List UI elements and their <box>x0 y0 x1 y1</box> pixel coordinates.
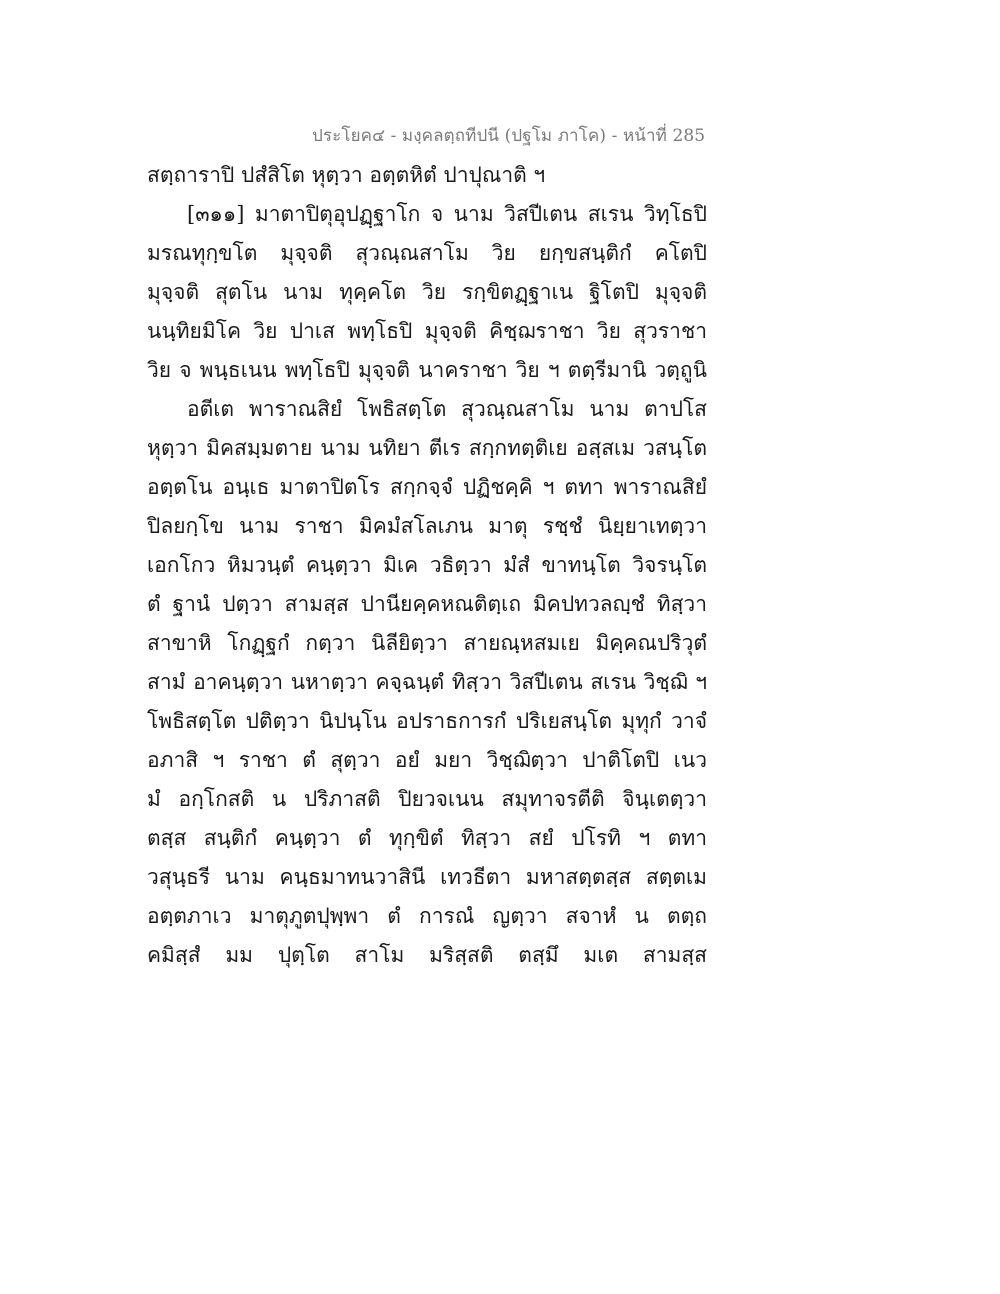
text-line: อตีเต พาราณสิยํ โพธิสตฺโต สุวณฺณสาโม นาม ตาปโส <box>187 397 707 421</box>
text-line: สตฺถาราปิ ปสํสิโต หุตฺวา อตฺตหิตํ ปาปุณาติ ฯ <box>147 163 546 187</box>
text-line: มุจฺจติ สุตโน นาม ทุคฺคโต วิย รกฺขิตฏฺฐาเน ฐิโตปิ มุจฺจติ <box>147 280 707 304</box>
text-line: วสุนฺธรี นาม คนฺธมาทนวาสินี เทวธีตา มหาสตฺตสฺส สตฺตเม <box>147 865 707 889</box>
text-line: อภาสิ ฯ ราชา ตํ สุตฺวา อยํ มยา วิชฺฌิตฺวา ปาติโตปิ เนว <box>147 748 707 772</box>
running-header: ประโยค๔ - มงฺคลตฺถทีปนี (ปฐโม ภาโค) - หน้าที่ 285 <box>312 126 706 146</box>
text-line: โพธิสตฺโต ปติตฺวา นิปนฺโน อปราธการกํ ปริเยสนฺโต มุทุกํ วาจํ <box>147 709 707 733</box>
text-line: มรณทุกฺขโต มุจฺจติ สุวณฺณสาโม วิย ยกฺขสนฺติกํ คโตปิ <box>147 241 707 265</box>
text-line: ตํ ฐานํ ปตฺวา สามสฺส ปานียคฺคหณติตฺเถ มิคปทวลญฺชํ ทิสฺวา <box>147 592 707 616</box>
text-line: นนฺทิยมิโค วิย ปาเส พทฺโธปิ มุจฺจติ คิชฺฌราชา วิย สุวราชา <box>147 319 707 343</box>
text-line: สามํ อาคนฺตฺวา นหาตฺวา คจฺฉนฺตํ ทิสฺวา วิสปีเตน สเรน วิชฺฌิ ฯ <box>147 670 707 694</box>
text-line: ปิลยกฺโข นาม ราชา มิคมํสโลเภน มาตุ รชฺชํ นิยฺยาเทตฺวา <box>147 514 707 538</box>
text-line: อตฺตโน อนฺเธ มาตาปิตโร สกฺกจฺจํ ปฏิชคฺคิ ฯ ตทา พาราณสิยํ <box>147 475 707 499</box>
text-line: สาขาหิ โกฏฺฐกํ กตฺวา นิลียิตฺวา สายณฺหสมเย มิคฺคณปริวุตํ <box>147 631 707 655</box>
text-line: อตฺตภาเว มาตุภูตปุพฺพา ตํ การณํ ญตฺวา สจาหํ น ตตฺถ <box>147 904 707 928</box>
text-line: [๓๑๑] มาตาปิตุอุปฏฺฐาโก จ นาม วิสปีเตน สเรน วิทฺโธปิ <box>187 202 707 226</box>
text-line: เอกโกว หิมวนฺตํ คนฺตฺวา มิเค วธิตฺวา มํสํ ขาทนฺโต วิจรนฺโต <box>147 553 707 577</box>
text-line: ตสฺส สนฺติกํ คนฺตฺวา ตํ ทุกฺขิตํ ทิสฺวา สยํ ปโรทิ ฯ ตทา <box>147 826 707 850</box>
text-line: หุตฺวา มิคสมฺมตาย นาม นทิยา ตีเร สกฺกทตฺติเย อสฺสเม วสนฺโต <box>147 436 707 460</box>
text-line: วิย จ พนฺธเนน พทฺโธปิ มุจฺจติ นาคราชา วิย ฯ ตตฺรีมานิ วตฺถูนิ <box>147 358 707 382</box>
text-line: มํ อกฺโกสติ น ปริภาสติ ปิยวจเนน สมุทาจรตีติ จินฺเตตฺวา <box>147 787 707 811</box>
body-text <box>147 156 707 975</box>
text-line: คมิสฺสํ มม ปุตฺโต สาโม มริสฺสติ ตสฺมึ มเต สามสฺส <box>147 943 707 967</box>
